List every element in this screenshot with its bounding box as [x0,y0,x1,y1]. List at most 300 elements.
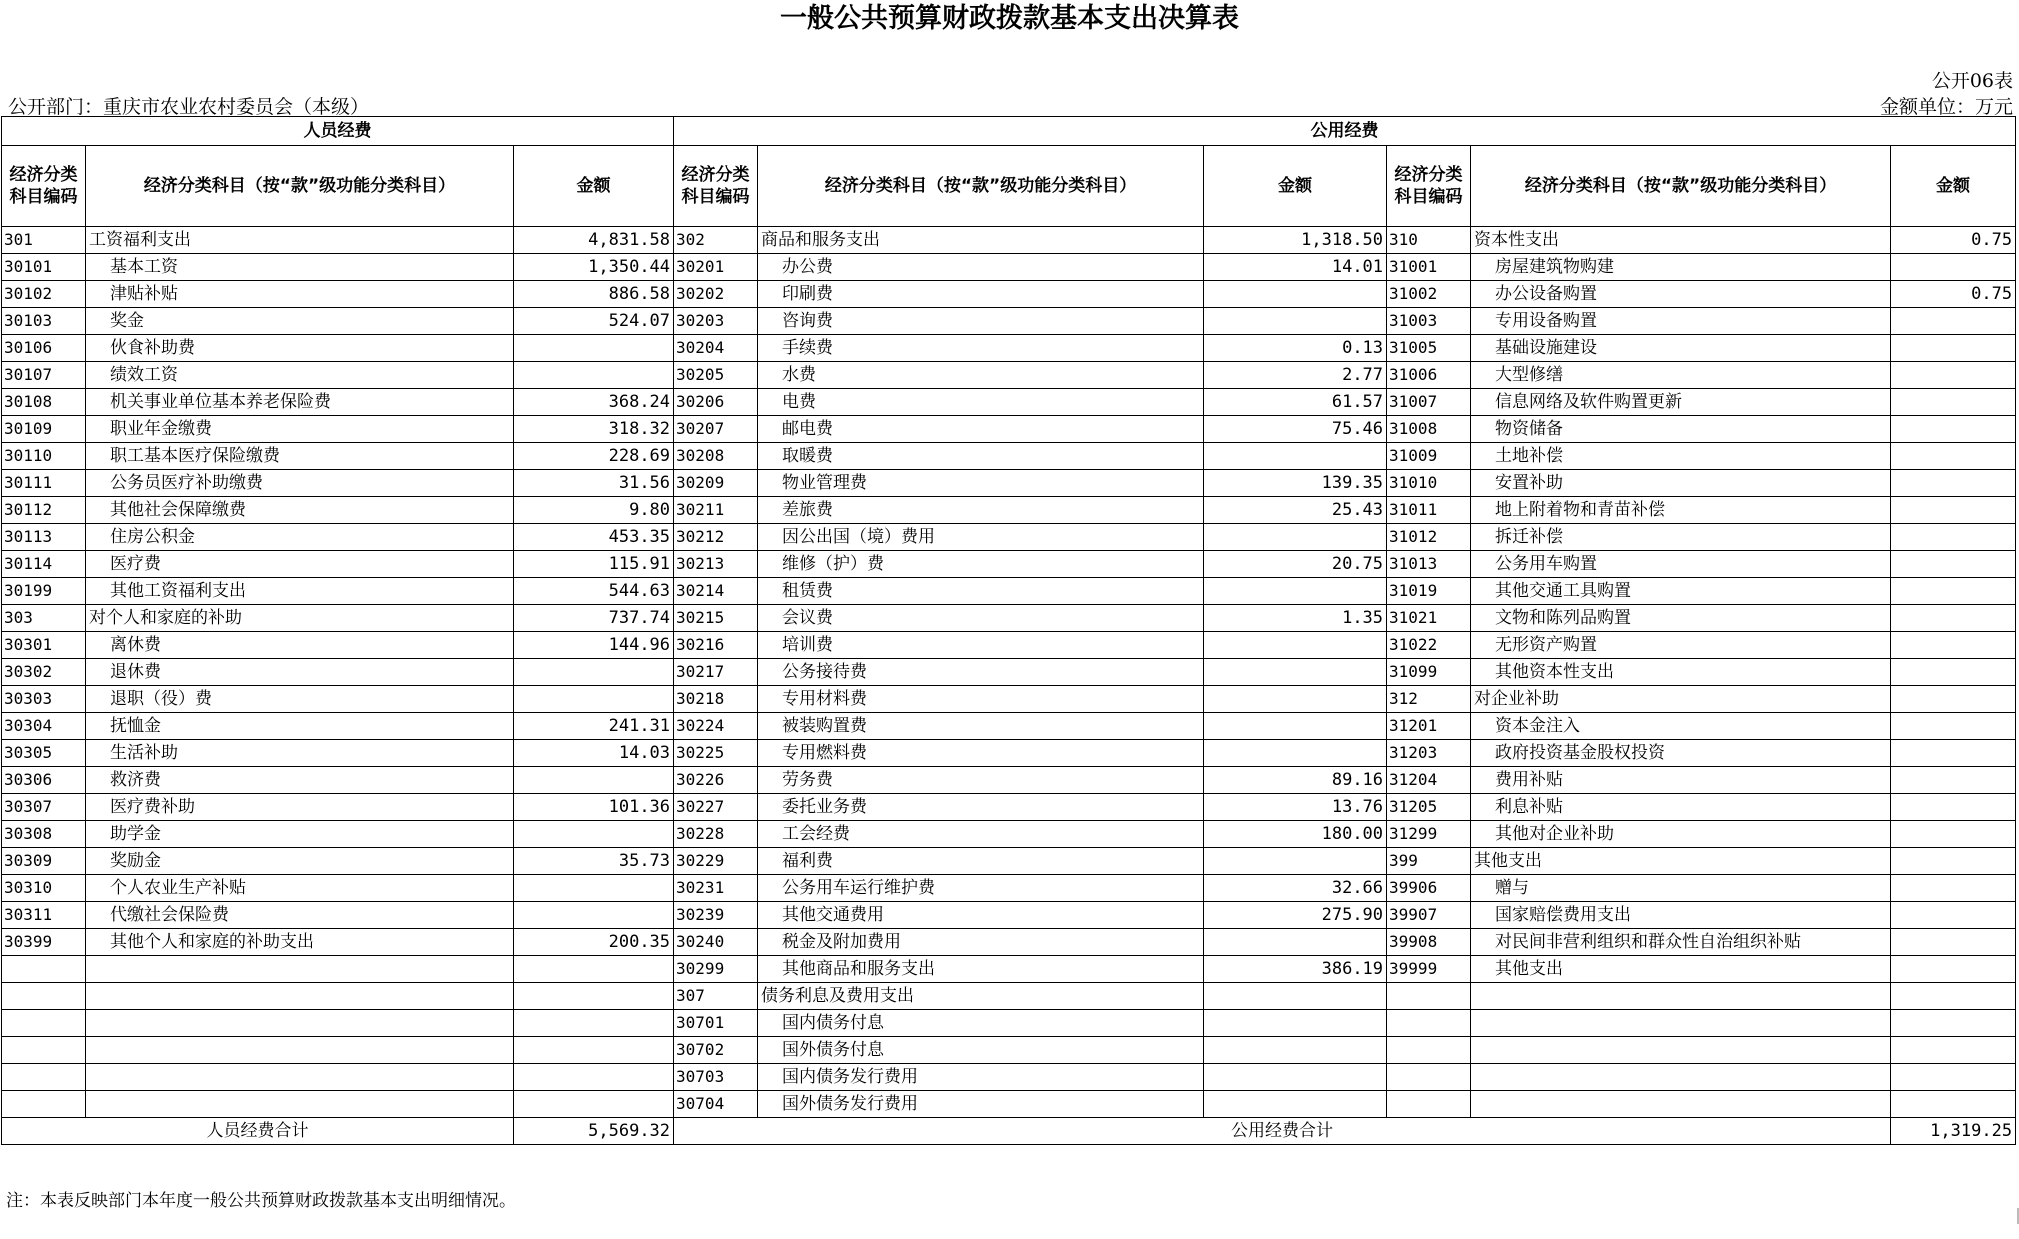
amount-cell [1204,1091,1387,1118]
code-cell [2,983,86,1010]
amount-cell [514,659,674,686]
amount-cell [1891,740,2016,767]
name-cell: 赠与 [1471,875,1891,902]
table-row [2,686,2016,713]
name-cell [86,1037,514,1064]
amount-cell: 368.24 [514,389,674,416]
name-cell: 水费 [758,362,1204,389]
amount-cell [1891,308,2016,335]
amount-cell [1204,443,1387,470]
code-cell: 30299 [674,956,758,983]
amount-cell [1891,470,2016,497]
code-cell: 30399 [2,929,86,956]
name-cell: 信息网络及软件购置更新 [1471,389,1891,416]
code-cell: 30240 [674,929,758,956]
department-label: 公开部门：重庆市农业农村委员会（本级） [8,96,370,118]
code-cell: 30215 [674,605,758,632]
name-cell: 费用补贴 [1471,767,1891,794]
amount-cell [1891,362,2016,389]
name-cell: 取暖费 [758,443,1204,470]
code-cell: 30216 [674,632,758,659]
amount-cell: 20.75 [1204,551,1387,578]
amount-cell [514,1010,674,1037]
name-cell: 基本工资 [86,254,514,281]
table-row [2,227,2016,254]
amount-cell: 61.57 [1204,389,1387,416]
column-header-amount: 金额 [1891,146,2016,227]
name-cell: 国内债务付息 [758,1010,1204,1037]
name-cell: 工会经费 [758,821,1204,848]
code-cell: 30307 [2,794,86,821]
public-total-label: 公用经费合计 [674,1118,1891,1145]
code-cell: 30208 [674,443,758,470]
name-cell: 因公出国（境）费用 [758,524,1204,551]
code-cell [2,1064,86,1091]
totals-row [2,1118,2016,1145]
amount-cell: 101.36 [514,794,674,821]
code-cell: 31010 [1387,470,1471,497]
personnel-total-amount: 5,569.32 [514,1118,674,1145]
code-cell: 30101 [2,254,86,281]
amount-cell [1204,713,1387,740]
amount-cell [1204,983,1387,1010]
name-cell: 职业年金缴费 [86,416,514,443]
table-row [2,281,2016,308]
amount-cell: 886.58 [514,281,674,308]
name-cell: 抚恤金 [86,713,514,740]
name-cell: 办公设备购置 [1471,281,1891,308]
name-cell: 劳务费 [758,767,1204,794]
column-header-amount: 金额 [514,146,674,227]
amount-cell [514,983,674,1010]
code-cell: 31006 [1387,362,1471,389]
code-cell: 30110 [2,443,86,470]
name-cell [1471,1037,1891,1064]
table-row [2,1010,2016,1037]
name-cell: 职工基本医疗保险缴费 [86,443,514,470]
name-cell: 印刷费 [758,281,1204,308]
name-cell: 国家赔偿费用支出 [1471,902,1891,929]
amount-cell [1891,524,2016,551]
code-cell: 31001 [1387,254,1471,281]
table-row [2,389,2016,416]
code-cell [2,1091,86,1118]
name-cell: 其他交通工具购置 [1471,578,1891,605]
amount-cell [1891,335,2016,362]
amount-cell [1891,551,2016,578]
amount-cell: 0.75 [1891,227,2016,254]
amount-cell [514,686,674,713]
table-row [2,794,2016,821]
amount-cell [1204,1010,1387,1037]
code-cell [1387,1037,1471,1064]
amount-cell: 241.31 [514,713,674,740]
name-cell: 公务接待费 [758,659,1204,686]
code-cell: 30703 [674,1064,758,1091]
name-cell: 医疗费补助 [86,794,514,821]
name-cell: 手续费 [758,335,1204,362]
name-cell: 委托业务费 [758,794,1204,821]
amount-unit-label: 金额单位：万元 [1879,96,2013,118]
code-cell: 31013 [1387,551,1471,578]
name-cell [86,1091,514,1118]
code-cell: 30225 [674,740,758,767]
amount-cell: 35.73 [514,848,674,875]
amount-cell: 32.66 [1204,875,1387,902]
name-cell: 其他交通费用 [758,902,1204,929]
name-cell: 代缴社会保险费 [86,902,514,929]
name-cell: 专用材料费 [758,686,1204,713]
name-cell: 专用燃料费 [758,740,1204,767]
amount-cell [1891,902,2016,929]
amount-cell [514,902,674,929]
amount-cell [1891,1010,2016,1037]
name-cell: 其他社会保障缴费 [86,497,514,524]
name-cell: 会议费 [758,605,1204,632]
table-row [2,335,2016,362]
amount-cell: 14.01 [1204,254,1387,281]
name-cell: 机关事业单位基本养老保险费 [86,389,514,416]
name-cell: 公务用车运行维护费 [758,875,1204,902]
amount-cell: 0.13 [1204,335,1387,362]
code-cell: 39907 [1387,902,1471,929]
amount-cell [1891,578,2016,605]
code-cell: 30207 [674,416,758,443]
code-cell: 30204 [674,335,758,362]
name-cell: 其他支出 [1471,956,1891,983]
code-cell: 30224 [674,713,758,740]
code-cell: 30311 [2,902,86,929]
code-cell: 30303 [2,686,86,713]
table-row [2,524,2016,551]
amount-cell: 0.75 [1891,281,2016,308]
name-cell: 房屋建筑物购建 [1471,254,1891,281]
name-cell: 绩效工资 [86,362,514,389]
code-cell: 30301 [2,632,86,659]
code-cell: 30107 [2,362,86,389]
code-cell: 30305 [2,740,86,767]
name-cell: 福利费 [758,848,1204,875]
amount-cell [1891,389,2016,416]
code-cell: 30302 [2,659,86,686]
amount-cell: 31.56 [514,470,674,497]
amount-cell: 75.46 [1204,416,1387,443]
table-row [2,497,2016,524]
name-cell: 国内债务发行费用 [758,1064,1204,1091]
amount-cell: 180.00 [1204,821,1387,848]
name-cell: 差旅费 [758,497,1204,524]
amount-cell: 228.69 [514,443,674,470]
code-cell: 30209 [674,470,758,497]
code-cell: 30212 [674,524,758,551]
code-cell: 30227 [674,794,758,821]
name-cell: 培训费 [758,632,1204,659]
name-cell: 税金及附加费用 [758,929,1204,956]
code-cell: 31022 [1387,632,1471,659]
table-row [2,929,2016,956]
code-cell: 303 [2,605,86,632]
amount-cell [1891,632,2016,659]
name-cell: 基础设施建设 [1471,335,1891,362]
code-cell: 307 [674,983,758,1010]
code-cell: 30211 [674,497,758,524]
name-cell: 大型修缮 [1471,362,1891,389]
code-cell: 31099 [1387,659,1471,686]
code-cell [2,1037,86,1064]
name-cell: 退职（役）费 [86,686,514,713]
code-cell: 31009 [1387,443,1471,470]
column-header-row [2,146,2016,227]
amount-cell: 13.76 [1204,794,1387,821]
name-cell: 被装购置费 [758,713,1204,740]
amount-cell [1204,578,1387,605]
amount-cell [1204,1064,1387,1091]
code-cell [2,1010,86,1037]
table-row [2,659,2016,686]
name-cell: 退休费 [86,659,514,686]
public-group-header: 公用经费 [674,117,2016,146]
name-cell: 电费 [758,389,1204,416]
amount-cell [1891,416,2016,443]
code-cell: 30704 [674,1091,758,1118]
name-cell: 其他资本性支出 [1471,659,1891,686]
name-cell: 奖金 [86,308,514,335]
table-row [2,902,2016,929]
table-row [2,956,2016,983]
name-cell: 维修（护）费 [758,551,1204,578]
table-row [2,308,2016,335]
amount-cell: 2.77 [1204,362,1387,389]
name-cell: 无形资产购置 [1471,632,1891,659]
table-row [2,605,2016,632]
name-cell: 其他商品和服务支出 [758,956,1204,983]
code-cell: 30701 [674,1010,758,1037]
code-cell: 39908 [1387,929,1471,956]
amount-cell: 318.32 [514,416,674,443]
amount-cell [1891,443,2016,470]
table-row [2,1037,2016,1064]
amount-cell [514,1037,674,1064]
code-cell: 31019 [1387,578,1471,605]
table-row [2,983,2016,1010]
amount-cell [1891,875,2016,902]
name-cell: 物资储备 [1471,416,1891,443]
amount-cell [1891,1091,2016,1118]
code-cell: 30113 [2,524,86,551]
code-cell: 30226 [674,767,758,794]
code-cell: 30201 [674,254,758,281]
budget-table [1,116,2016,1145]
code-cell: 39999 [1387,956,1471,983]
amount-cell [1891,659,2016,686]
code-cell [1387,983,1471,1010]
name-cell: 资本金注入 [1471,713,1891,740]
amount-cell [1891,848,2016,875]
name-cell: 助学金 [86,821,514,848]
code-cell: 30310 [2,875,86,902]
amount-cell [514,767,674,794]
amount-cell: 144.96 [514,632,674,659]
name-cell: 对民间非营利组织和群众性自治组织补贴 [1471,929,1891,956]
code-cell: 30214 [674,578,758,605]
amount-cell [1204,659,1387,686]
table-row [2,1091,2016,1118]
column-header-name: 经济分类科目（按“款”级功能分类科目） [758,146,1204,227]
code-cell: 31005 [1387,335,1471,362]
table-row [2,875,2016,902]
amount-cell [1204,1037,1387,1064]
amount-cell [514,956,674,983]
amount-cell: 386.19 [1204,956,1387,983]
amount-cell [1204,848,1387,875]
code-cell: 31203 [1387,740,1471,767]
personnel-total-label: 人员经费合计 [2,1118,514,1145]
code-cell: 30203 [674,308,758,335]
name-cell: 离休费 [86,632,514,659]
code-cell: 30229 [674,848,758,875]
amount-cell: 4,831.58 [514,227,674,254]
code-cell: 31007 [1387,389,1471,416]
name-cell: 公务员医疗补助缴费 [86,470,514,497]
name-cell: 邮电费 [758,416,1204,443]
name-cell [1471,983,1891,1010]
code-cell: 30304 [2,713,86,740]
amount-cell: 25.43 [1204,497,1387,524]
amount-cell [1891,983,2016,1010]
amount-cell: 9.80 [514,497,674,524]
name-cell: 资本性支出 [1471,227,1891,254]
code-cell: 30205 [674,362,758,389]
page-title: 一般公共预算财政拨款基本支出决算表 [780,3,1239,34]
code-cell: 31299 [1387,821,1471,848]
amount-cell [1891,821,2016,848]
amount-cell: 1.35 [1204,605,1387,632]
code-cell: 31021 [1387,605,1471,632]
name-cell [86,1010,514,1037]
table-row [2,821,2016,848]
code-cell: 31011 [1387,497,1471,524]
table-row [2,470,2016,497]
code-cell: 30308 [2,821,86,848]
amount-cell: 275.90 [1204,902,1387,929]
amount-cell [1891,605,2016,632]
table-number: 公开06表 [1931,70,2013,92]
code-cell: 30239 [674,902,758,929]
amount-cell [514,1091,674,1118]
code-cell: 31008 [1387,416,1471,443]
amount-cell: 14.03 [514,740,674,767]
amount-cell [514,875,674,902]
amount-cell [1204,308,1387,335]
column-header-code: 经济分类科目编码 [674,146,758,227]
amount-cell [1204,740,1387,767]
personnel-group-header: 人员经费 [2,117,674,146]
amount-cell: 544.63 [514,578,674,605]
name-cell: 对企业补助 [1471,686,1891,713]
name-cell: 物业管理费 [758,470,1204,497]
code-cell: 30102 [2,281,86,308]
name-cell: 公务用车购置 [1471,551,1891,578]
code-cell: 30103 [2,308,86,335]
name-cell: 安置补助 [1471,470,1891,497]
code-cell: 312 [1387,686,1471,713]
code-cell: 30109 [2,416,86,443]
name-cell: 救济费 [86,767,514,794]
column-header-name: 经济分类科目（按“款”级功能分类科目） [1471,146,1891,227]
name-cell: 国外债务付息 [758,1037,1204,1064]
name-cell: 对个人和家庭的补助 [86,605,514,632]
column-header-name: 经济分类科目（按“款”级功能分类科目） [86,146,514,227]
amount-cell: 1,318.50 [1204,227,1387,254]
column-header-code: 经济分类科目编码 [1387,146,1471,227]
table-row [2,416,2016,443]
code-cell: 31205 [1387,794,1471,821]
amount-cell [1204,632,1387,659]
name-cell [1471,1091,1891,1118]
table-row [2,443,2016,470]
name-cell: 生活补助 [86,740,514,767]
name-cell [86,983,514,1010]
code-cell: 310 [1387,227,1471,254]
table-row [2,551,2016,578]
code-cell: 31012 [1387,524,1471,551]
amount-cell [1204,524,1387,551]
name-cell: 政府投资基金股权投资 [1471,740,1891,767]
code-cell: 30213 [674,551,758,578]
code-cell: 30218 [674,686,758,713]
amount-cell [1891,929,2016,956]
code-cell: 30111 [2,470,86,497]
amount-cell: 115.91 [514,551,674,578]
code-cell: 30112 [2,497,86,524]
name-cell [86,1064,514,1091]
amount-cell [1204,929,1387,956]
code-cell: 30228 [674,821,758,848]
amount-cell [1891,497,2016,524]
name-cell: 伙食补助费 [86,335,514,362]
name-cell: 其他支出 [1471,848,1891,875]
name-cell: 地上附着物和青苗补偿 [1471,497,1891,524]
name-cell: 国外债务发行费用 [758,1091,1204,1118]
name-cell: 办公费 [758,254,1204,281]
code-cell: 30114 [2,551,86,578]
table-row [2,848,2016,875]
amount-cell: 139.35 [1204,470,1387,497]
code-cell: 31003 [1387,308,1471,335]
code-cell [1387,1091,1471,1118]
name-cell: 拆迁补偿 [1471,524,1891,551]
code-cell: 30306 [2,767,86,794]
amount-cell: 89.16 [1204,767,1387,794]
code-cell: 31201 [1387,713,1471,740]
name-cell: 其他对企业补助 [1471,821,1891,848]
name-cell: 土地补偿 [1471,443,1891,470]
name-cell [1471,1010,1891,1037]
name-cell: 医疗费 [86,551,514,578]
code-cell: 31204 [1387,767,1471,794]
name-cell [86,956,514,983]
name-cell: 商品和服务支出 [758,227,1204,254]
code-cell: 30231 [674,875,758,902]
amount-cell [1891,767,2016,794]
table-row [2,713,2016,740]
amount-cell [514,362,674,389]
name-cell: 个人农业生产补贴 [86,875,514,902]
amount-cell: 200.35 [514,929,674,956]
amount-cell [1891,956,2016,983]
amount-cell [1891,1037,2016,1064]
name-cell: 其他工资福利支出 [86,578,514,605]
